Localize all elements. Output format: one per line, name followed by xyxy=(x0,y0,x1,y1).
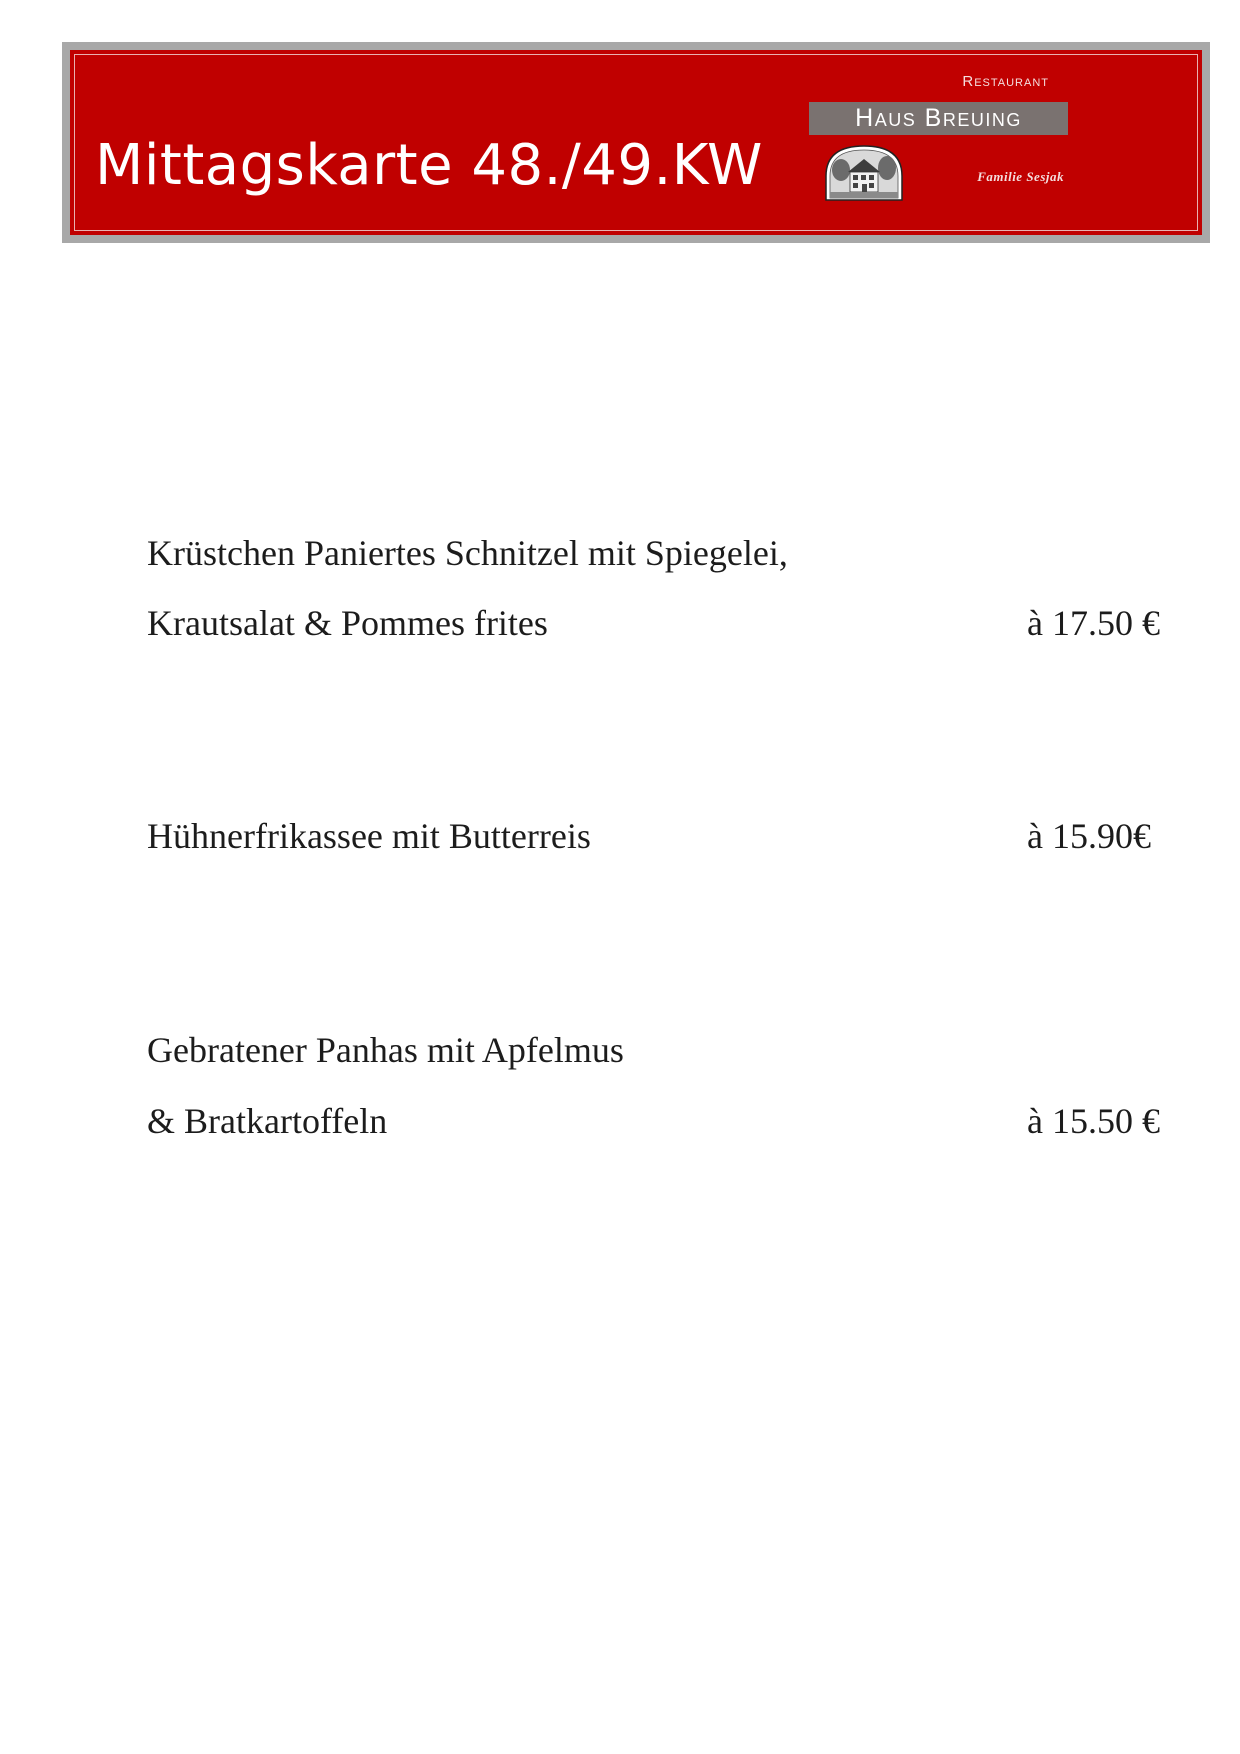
menu-item-description-line: Gebratener Panhas mit Apfelmus xyxy=(147,1030,624,1070)
menu-item-description-line: Hühnerfrikassee mit Butterreis xyxy=(147,816,591,856)
page-title: Mittagskarte 48./49.KW xyxy=(95,133,763,198)
logo-family-name: Familie Sesjak xyxy=(977,169,1064,184)
menu-item-price: à 17.50 € xyxy=(1027,603,1160,643)
logo-restaurant-label: Restaurant xyxy=(962,73,1049,90)
menu-item-description-line: Krautsalat & Pommes frites xyxy=(147,603,548,643)
menu-item-price: à 15.90€ xyxy=(1027,816,1151,856)
logo-restaurant-name: Haus Breuing xyxy=(855,104,1022,132)
menu-item-description-line: Krüstchen Paniertes Schnitzel mit Spiegelei, xyxy=(147,533,788,573)
menu-item-description-line: & Bratkartoffeln xyxy=(147,1101,388,1141)
menu-item-price: à 15.50 € xyxy=(1027,1101,1160,1141)
